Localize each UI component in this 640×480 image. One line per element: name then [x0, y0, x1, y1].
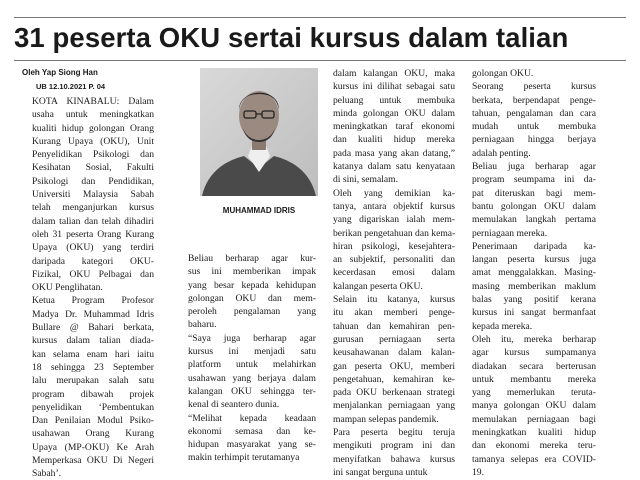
article-line: hidupan masyarakat yang se- [188, 439, 316, 451]
article-line: berikan pengetahuan dan kema- [333, 227, 456, 239]
article-line: gurusan perniagaan serta [333, 333, 455, 345]
article-line: kursus dalam talian diada- [32, 335, 154, 347]
column-3 [323, 68, 455, 478]
article-line: Kurang Upaya (OKU), Unit [32, 135, 154, 147]
article-line: ekonomi semasa dan ke- [188, 425, 316, 437]
article-line: daripada kategori OKU- [32, 255, 154, 267]
article-line: balas yang positif kerana [472, 294, 596, 306]
article-line: kepada mereka. [472, 320, 533, 332]
article-line: dan kualiti hidup mereka [333, 134, 455, 146]
article-line: kursus ini dilihat sebagai satu [333, 81, 455, 93]
article-line: program seumpama ini da- [472, 174, 596, 186]
article-line: langan peserta kursus juga [472, 254, 596, 266]
article-line: dalam kalangan OKU, maka [333, 68, 455, 79]
article-line: kalangan OKU sehingga ter- [188, 385, 316, 397]
article-line: platform untuk melahirkan [188, 359, 316, 371]
article-line: usaha untuk meningkatkan [32, 109, 154, 121]
article-line: an subjektif, personaliti dan [333, 254, 455, 266]
byline: Oleh Yap Siong Han [22, 68, 98, 77]
article-line: KOTA KINABALU: Dalam [32, 96, 154, 107]
article-line: golongan OKU dan mem- [188, 292, 316, 304]
article-line: Bullare @ Bahari berkata, [32, 322, 154, 334]
article-line: ini sangat berguna untuk [333, 466, 428, 478]
column-1 [22, 96, 154, 480]
article-line: Beliau juga berharap agar [472, 161, 596, 173]
article-line: baharu. [188, 319, 217, 331]
article-line: Kesihatan Sosial, Fakulti [32, 162, 154, 174]
article-line: sus ini memberikan impak [188, 266, 316, 278]
article-line: OKU Penglihatan. [32, 282, 103, 294]
article-line: Sabah’. [32, 468, 62, 480]
article-line: mengikuti program ini dan [333, 440, 455, 452]
article-line: yang digariskan ialah mem- [333, 214, 455, 226]
portrait-image [200, 68, 318, 196]
article-line: manya golongan OKU dalam [472, 400, 596, 412]
article-line: yang besar kepada kehidupan [188, 279, 316, 291]
article-line: kualiti hidup golongan Orang [32, 122, 154, 134]
article-line: Selain itu katanya, kursus [333, 294, 455, 306]
article-line: kalangan peserta OKU. [333, 280, 423, 292]
article-line: memulakan perniagaan bagi [472, 413, 596, 425]
article-line: menyifatkan bahawa kursus [333, 453, 455, 465]
article-line: tamanya selepas era COVID- [472, 453, 596, 465]
article-line: mampan selepas pandemik. [333, 413, 439, 425]
article-line: penyelidikan ‘Pembentukan [32, 401, 154, 413]
article-line: agar kursus sumpamanya [472, 347, 596, 359]
article-line: Universiti Malaysia Sabah [32, 189, 154, 201]
column-4 [462, 68, 596, 478]
article-line: pat diteruskan bagi mem- [472, 187, 596, 199]
article-line: Upaya (OKU) yang terdiri [32, 242, 154, 254]
headline-rule [14, 60, 626, 61]
article-line: hiran psikologi, kesejahtera- [333, 240, 455, 252]
article-line: perniagaan hingga berjaya [472, 134, 596, 146]
portrait-photo [200, 68, 318, 196]
article-line: Upaya (MP-OKU) Ke Arah [32, 441, 154, 453]
article-line: pada masa yang akan datang,” [333, 147, 455, 159]
article-line: Seorang peserta kursus [472, 81, 596, 93]
article-line: Para peserta begitu teruja [333, 427, 455, 439]
article-line: kenal di seantero dunia. [188, 399, 280, 411]
article-line: diadakan secara berterusan [472, 360, 596, 372]
article-line: itu akan memberi penge- [333, 307, 455, 319]
article-line: Penerimaan daripada ka- [472, 240, 596, 252]
article-line: Oleh itu, mereka berharap [472, 333, 596, 345]
headline: 31 peserta OKU sertai kursus dalam talian [14, 22, 569, 53]
article-line: kan selama enam hari iaitu [32, 348, 154, 360]
article-line: menjalankan perniagaan yang [333, 400, 455, 412]
article-line: oleh 31 peserta Orang Kurang [32, 228, 154, 240]
article-line: “Saya juga berharap agar [188, 332, 316, 344]
article-line: katanya dalam satu kenyataan [333, 161, 455, 173]
article-line: mudah untuk membuka [472, 121, 596, 133]
article-line: yang memerlukan teruta- [472, 387, 596, 399]
article-line: tahuan, pengalaman dan cara [472, 107, 596, 119]
article-line: keusahawanan dalam kalan- [333, 347, 455, 359]
article-line: lalu merupakan salah satu [32, 375, 154, 387]
article-line: meningkatkan kualiti hidup [472, 427, 596, 439]
article-line: usahawan yang berjaya dalam [188, 372, 316, 384]
article-line: pada OKU berkenaan strategi [333, 387, 455, 399]
photo-caption: MUHAMMAD IDRIS [222, 206, 296, 215]
article-line: Memperkasa OKU Di Negeri [32, 455, 154, 467]
article-line: 19. [472, 466, 484, 478]
article-line: amat menggalakkan. Masing- [472, 267, 596, 279]
article-line: untuk membantu mereka [472, 373, 596, 385]
article-line: memulakan langkah pertama [472, 214, 596, 226]
article-line: berkata, berpendapat penge- [472, 94, 596, 106]
article-line: di sini, semalam. [333, 174, 399, 186]
article-line: tanya, antara objektif kursus [333, 200, 455, 212]
article-line: kecerdasan emosi dalam [333, 267, 455, 279]
article-line: telah menganjurkan kursus [32, 202, 154, 214]
article-line: tahuan dan kemahiran pen- [333, 320, 455, 332]
article-line: peroleh pengalaman yang [188, 306, 316, 318]
article-line: golongan OKU. [472, 68, 534, 79]
top-rule [14, 17, 626, 18]
article-line: perniagaan mereka. [472, 227, 548, 239]
article-line: meningkatkan taraf ekonomi [333, 121, 455, 133]
column-2 [178, 253, 316, 464]
article-line: gan peserta OKU, memberi [333, 360, 455, 372]
article-line: masing memberikan maklum [472, 280, 596, 292]
article-line: peluang untuk membuka [333, 94, 455, 106]
article-line: program dibawah projek [32, 388, 154, 400]
article-line: Ketua Program Profesor [32, 295, 154, 307]
article-line: 18 sehingga 23 September [32, 361, 154, 373]
article-line: adalah penting. [472, 147, 531, 159]
article-line: Oleh yang demikian ka- [333, 187, 455, 199]
article-line: “Melihat kepada keadaan [188, 412, 316, 424]
article-line: Psikologi dan Pendidikan, [32, 175, 154, 187]
article-line: dalam talian dan telah dihadiri [32, 215, 154, 227]
article-line: Madya Dr. Muhammad Idris [32, 308, 154, 320]
article-line: minda golongan OKU dalam [333, 107, 455, 119]
article-line: Beliau berharap agar kur- [188, 253, 316, 264]
article-line: usahawan Orang Kurang [32, 428, 154, 440]
article-line: kursus ini menjadi satu [188, 346, 316, 358]
source-reference: UB 12.10.2021 P. 04 [36, 82, 106, 91]
article-line: Penyelidikan Psikologi dan [32, 149, 154, 161]
article-line: Fizikal, OKU Pelbagai dan [32, 268, 154, 280]
article-line: bantu golongan OKU dalam [472, 200, 596, 212]
article-line: dan ekonomi mereka teru- [472, 440, 596, 452]
article-line: pengetahuan, kemahiran ke- [333, 373, 455, 385]
article-line: makin terhimpit terutamanya [188, 452, 300, 464]
article-line: kursus ini sangat bermanfaat [472, 307, 596, 319]
article-line: Dan Penilaian Modul Psiko- [32, 415, 154, 427]
